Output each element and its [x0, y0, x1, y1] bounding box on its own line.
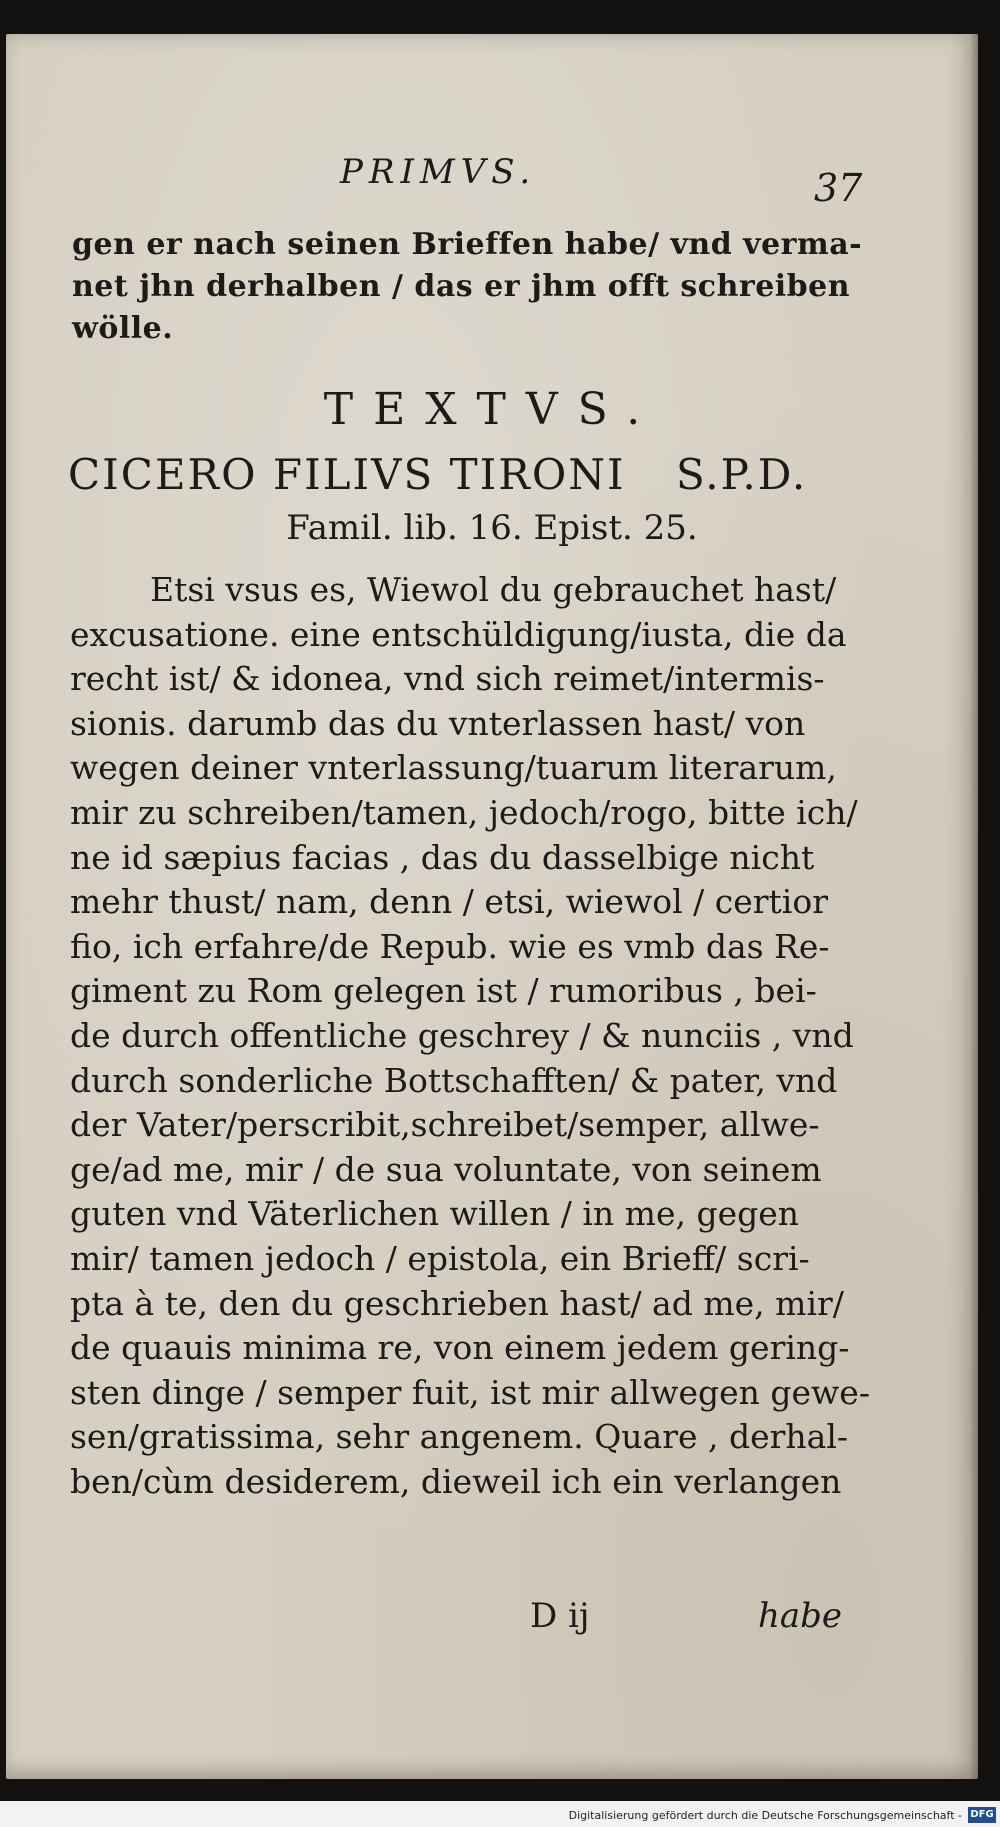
section-title: TEXTVS. — [323, 384, 661, 435]
dfg-logo: DFG — [968, 1807, 996, 1823]
body-line: recht ist/ & idonea, vnd sich reimet/intermis- — [70, 659, 825, 699]
body-line: durch sonderliche Bottschafften/ & pater, vnd — [70, 1060, 838, 1100]
body-line: fio, ich erfahre/de Repub. wie es vmb das Re- — [70, 926, 830, 966]
body-line: der Vater/perscribit,schreibet/semper, allwe- — [70, 1105, 820, 1145]
catchword: habe — [758, 1596, 843, 1636]
page-edge-shadow — [970, 34, 978, 1779]
body-text — [70, 568, 930, 1504]
body-line: pta à te, den du geschrieben hast/ ad me, mir/ — [70, 1283, 844, 1323]
credit-bar — [0, 1801, 1000, 1827]
body-line: mir/ tamen jedoch / epistola, ein Brieff/ scri- — [70, 1238, 810, 1278]
body-line: mir zu schreiben/tamen, jedoch/rogo, bitte ich/ — [70, 792, 858, 832]
letter-reference: Famil. lib. 16. Epist. 25. — [286, 508, 698, 548]
body-line: guten vnd Väterlichen willen / in me, gegen — [70, 1194, 800, 1234]
body-line: ne id sæpius facias , das du dasselbige nicht — [70, 837, 815, 877]
signature-mark: D ij — [530, 1596, 590, 1636]
body-line: ben/cùm desiderem, dieweil ich ein verlangen — [70, 1461, 842, 1501]
digitization-credit: Digitalisierung gefördert durch die Deutsche Forschungsgemeinschaft - — [568, 1809, 962, 1822]
intro-line: gen er nach seinen Brieffen habe/ vnd verma- — [72, 227, 863, 262]
body-line: excusatione. eine entschüldigung/iusta, die da — [70, 614, 847, 654]
body-line: sten dinge / semper fuit, ist mir allwegen gewe- — [70, 1372, 870, 1412]
body-line: wegen deiner vnterlassung/tuarum literarum, — [70, 748, 837, 788]
body-line: sen/gratissima, sehr angenem. Quare , derhal- — [70, 1417, 849, 1457]
page-number: 37 — [814, 166, 863, 210]
running-head: PRIMVS. — [340, 152, 537, 192]
body-line: Etsi vsus es, Wiewol du gebrauchet hast/ — [150, 570, 837, 609]
body-line: mehr thust/ nam, denn / etsi, wiewol / certior — [70, 882, 828, 922]
book-page — [6, 34, 978, 1779]
intro-line: wölle. — [72, 311, 174, 346]
intro-line: net jhn derhalben / das er jhm offt schreiben — [72, 269, 851, 304]
intro-paragraph — [72, 224, 892, 350]
heading-salutation: S.P.D. — [676, 450, 808, 499]
body-line: sionis. darumb das du vnterlassen hast/ von — [70, 703, 806, 743]
body-line: de quauis minima re, von einem jedem gering- — [70, 1328, 850, 1368]
letter-heading — [68, 450, 918, 499]
body-line: ge/ad me, mir / de sua voluntate, von seinem — [70, 1149, 822, 1189]
body-line: giment zu Rom gelegen ist / rumoribus , bei- — [70, 971, 817, 1011]
body-line: de durch offentliche geschrey / & nunciis , vnd — [70, 1015, 854, 1055]
heading-names: CICERO FILIVS TIRONI — [68, 450, 626, 499]
